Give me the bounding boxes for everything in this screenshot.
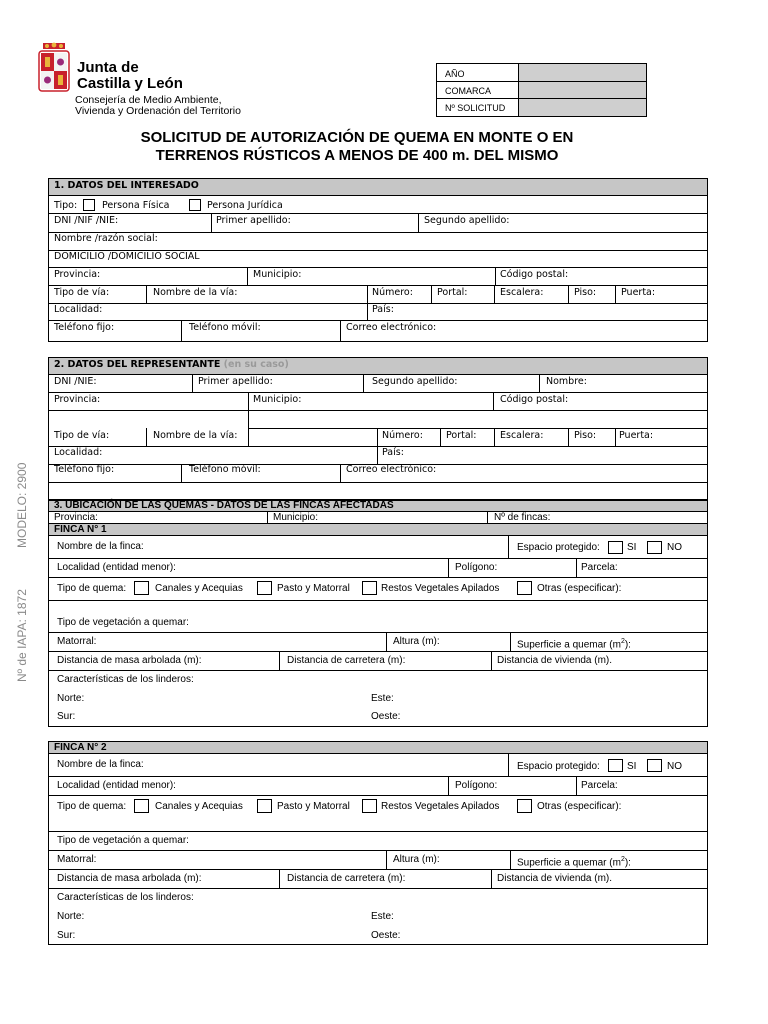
s2-nombre-label: Nombre: bbox=[546, 376, 587, 387]
s1-tipo-via-label: Tipo de vía: bbox=[54, 287, 110, 298]
logo bbox=[37, 42, 267, 122]
f2-parcela-label: Parcela: bbox=[581, 780, 618, 791]
s1-apellido2-label: Segundo apellido: bbox=[424, 215, 510, 226]
f2-este-label: Este: bbox=[371, 911, 394, 922]
s1-persona-juridica-label: Persona Jurídica bbox=[207, 200, 283, 211]
f2-canales-label: Canales y Acequias bbox=[155, 801, 243, 812]
f1-matorral-label: Matorral: bbox=[57, 636, 97, 647]
f2-nombre-label: Nombre de la finca: bbox=[57, 759, 144, 770]
s1-provincia-label: Provincia: bbox=[54, 269, 101, 280]
s1-domicilio-label: DOMICILIO /DOMICILIO SOCIAL bbox=[54, 251, 200, 262]
s2-tipo-via-label: Tipo de vía: bbox=[54, 430, 110, 441]
s2-apellido2-label: Segundo apellido: bbox=[372, 376, 458, 387]
s1-persona-fisica-checkbox[interactable] bbox=[83, 199, 95, 211]
f1-si-label: SI bbox=[627, 542, 637, 553]
f1-protegido-si-checkbox[interactable] bbox=[608, 541, 623, 554]
s1-piso-label: Piso: bbox=[574, 287, 597, 298]
coat-of-arms-icon bbox=[37, 42, 71, 94]
s1-pais-label: País: bbox=[372, 304, 394, 315]
f2-protegido-si-checkbox[interactable] bbox=[608, 759, 623, 772]
f2-restos-label: Restos Vegetales Apilados bbox=[381, 801, 500, 812]
s3-provincia-label: Provincia: bbox=[54, 512, 98, 523]
f2-vegetacion-label: Tipo de vegetación a quemar: bbox=[57, 835, 189, 846]
f1-dist-carretera-label: Distancia de carretera (m): bbox=[287, 655, 406, 666]
f1-no-label: NO bbox=[667, 542, 682, 553]
page-title bbox=[0, 129, 714, 165]
s1-tel-fijo-label: Teléfono fijo: bbox=[54, 322, 115, 333]
s1-nombre-label: Nombre /razón social: bbox=[54, 233, 158, 244]
s1-cp-label: Código postal: bbox=[500, 269, 569, 280]
title-line2: TERRENOS RÚSTICOS A MENOS DE 400 m. DEL MISMO bbox=[155, 147, 559, 164]
f1-linderos-label: Características de los linderos: bbox=[57, 674, 194, 685]
f2-oeste-label: Oeste: bbox=[371, 930, 401, 941]
s2-nombre-via-label: Nombre de la vía: bbox=[153, 430, 238, 441]
s1-escalera-label: Escalera: bbox=[500, 287, 544, 298]
s2-correo-label: Correo electrónico: bbox=[346, 464, 437, 475]
f2-protegido-no-checkbox[interactable] bbox=[647, 759, 662, 772]
s2-pais-label: País: bbox=[382, 447, 404, 458]
s3-num-fincas-label: Nº de fincas: bbox=[494, 512, 551, 523]
s1-municipio-label: Municipio: bbox=[253, 269, 302, 280]
section1-header bbox=[48, 178, 708, 196]
f2-localidad-label: Localidad (entidad menor): bbox=[57, 780, 176, 791]
finca1-title: FINCA N bbox=[54, 524, 95, 535]
s1-nombre-via-label: Nombre de la vía: bbox=[153, 287, 238, 298]
f1-nombre-label: Nombre de la finca: bbox=[57, 541, 144, 552]
f2-sur-label: Sur: bbox=[57, 930, 76, 941]
s1-localidad-label: Localidad: bbox=[54, 304, 103, 315]
logo-dept-line1: Consejería de Medio Ambiente, bbox=[75, 94, 222, 106]
section2-header bbox=[48, 357, 708, 375]
s1-dni-label: DNI /NIF /NIE: bbox=[54, 215, 119, 226]
s3-municipio-label: Municipio: bbox=[273, 512, 319, 523]
f1-parcela-label: Parcela: bbox=[581, 562, 618, 573]
f1-protegido-label: Espacio protegido: bbox=[517, 542, 600, 553]
f1-restos-checkbox[interactable] bbox=[362, 581, 377, 595]
logo-name-line1: Junta de bbox=[77, 59, 139, 76]
f2-protegido-label: Espacio protegido: bbox=[517, 761, 600, 772]
f1-localidad-label: Localidad (entidad menor): bbox=[57, 562, 176, 573]
finca1-number: ° 1 bbox=[94, 524, 107, 535]
s2-tel-movil-label: Teléfono móvil: bbox=[189, 464, 261, 475]
f1-altura-label: Altura (m): bbox=[393, 636, 440, 647]
f1-este-label: Este: bbox=[371, 693, 394, 704]
logo-dept-line2: Vivienda y Ordenación del Territorio bbox=[75, 105, 241, 117]
f1-tipo-quema-label: Tipo de quema: bbox=[57, 583, 127, 594]
f2-dist-carretera-label: Distancia de carretera (m): bbox=[287, 873, 406, 884]
f1-restos-label: Restos Vegetales Apilados bbox=[381, 583, 500, 594]
f1-oeste-label: Oeste: bbox=[371, 711, 401, 722]
ref-comarca-label: COMARCA bbox=[445, 86, 492, 96]
s1-numero-label: Número: bbox=[372, 287, 413, 298]
s2-numero-label: Número: bbox=[382, 430, 423, 441]
s1-tipo-label: Tipo: bbox=[54, 200, 78, 211]
s2-cp-label: Código postal: bbox=[500, 394, 569, 405]
section2-box bbox=[48, 374, 708, 500]
f1-pasto-checkbox[interactable] bbox=[257, 581, 272, 595]
f2-altura-label: Altura (m): bbox=[393, 854, 440, 865]
s1-correo-label: Correo electrónico: bbox=[346, 322, 437, 333]
f1-protegido-no-checkbox[interactable] bbox=[647, 541, 662, 554]
f2-pasto-label: Pasto y Matorral bbox=[277, 801, 350, 812]
f1-dist-masa-label: Distancia de masa arbolada (m): bbox=[57, 655, 202, 666]
s2-apellido1-label: Primer apellido: bbox=[198, 376, 273, 387]
f2-no-label: NO bbox=[667, 761, 682, 772]
f1-poligono-label: Polígono: bbox=[455, 562, 498, 573]
s1-tel-movil-label: Teléfono móvil: bbox=[189, 322, 261, 333]
s2-portal-label: Portal: bbox=[446, 430, 477, 441]
f1-canales-checkbox[interactable] bbox=[134, 581, 149, 595]
f2-otras-checkbox[interactable] bbox=[517, 799, 532, 813]
reference-box bbox=[436, 63, 647, 117]
f2-dist-masa-label: Distancia de masa arbolada (m): bbox=[57, 873, 202, 884]
f1-otras-checkbox[interactable] bbox=[517, 581, 532, 595]
f2-norte-label: Norte: bbox=[57, 911, 85, 922]
f1-norte-label: Norte: bbox=[57, 693, 85, 704]
logo-name-line2: Castilla y León bbox=[77, 75, 183, 92]
s2-escalera-label: Escalera: bbox=[500, 430, 544, 441]
model-number: MODELO: 2900 bbox=[15, 462, 29, 548]
s1-puerta-label: Puerta: bbox=[621, 287, 656, 298]
finca2-number: ° 2 bbox=[94, 742, 107, 753]
f1-superficie-label: Superficie a quemar $(m^2)$: bbox=[517, 638, 631, 651]
s1-portal-label: Portal: bbox=[437, 287, 468, 298]
s1-persona-juridica-checkbox[interactable] bbox=[189, 199, 201, 211]
f2-linderos-label: Características de los linderos: bbox=[57, 892, 194, 903]
s1-persona-fisica-label: Persona Física bbox=[102, 200, 170, 211]
f1-sur-label: Sur: bbox=[57, 711, 76, 722]
s2-municipio-label: Municipio: bbox=[253, 394, 302, 405]
s2-localidad-label: Localidad: bbox=[54, 447, 103, 458]
f1-dist-vivienda-label: Distancia de vivienda (m). bbox=[497, 655, 613, 666]
s1-apellido1-label: Primer apellido: bbox=[216, 215, 291, 226]
finca2-title: FINCA N bbox=[54, 742, 95, 753]
title-line1: SOLICITUD DE AUTORIZACIÓN DE QUEMA EN MONTE O EN bbox=[140, 129, 574, 146]
section3-title: 3. UBICACIÓN DE LAS QUEMAS - DATOS DE LAS FINCAS AFECTADAS bbox=[54, 500, 394, 511]
section1-box bbox=[48, 195, 708, 342]
f2-canales-checkbox[interactable] bbox=[134, 799, 149, 813]
iapa-number: Nº de IAPA: 1872 bbox=[15, 589, 29, 682]
f2-dist-vivienda-label: Distancia de vivienda (m). bbox=[497, 873, 613, 884]
f1-otras-label: Otras (especificar): bbox=[537, 583, 622, 594]
section2-title: 2. DATOS DEL REPRESENTANTE bbox=[54, 359, 221, 370]
s2-provincia-label: Provincia: bbox=[54, 394, 101, 405]
s2-tel-fijo-label: Teléfono fijo: bbox=[54, 464, 115, 475]
f2-tipo-quema-label: Tipo de quema: bbox=[57, 801, 127, 812]
f2-restos-checkbox[interactable] bbox=[362, 799, 377, 813]
f1-canales-label: Canales y Acequias bbox=[155, 583, 243, 594]
section2-note: (en su caso) bbox=[223, 359, 289, 370]
f2-si-label: SI bbox=[627, 761, 637, 772]
f1-pasto-label: Pasto y Matorral bbox=[277, 583, 350, 594]
f2-pasto-checkbox[interactable] bbox=[257, 799, 272, 813]
s2-piso-label: Piso: bbox=[574, 430, 597, 441]
ref-ano-label: AÑO bbox=[445, 69, 465, 79]
f2-otras-label: Otras (especificar): bbox=[537, 801, 622, 812]
f2-matorral-label: Matorral: bbox=[57, 854, 97, 865]
f2-poligono-label: Polígono: bbox=[455, 780, 498, 791]
ref-solicitud-label: Nº SOLICITUD bbox=[445, 103, 506, 113]
section1-title: 1. DATOS DEL INTERESADO bbox=[54, 180, 199, 191]
f2-superficie-label: Superficie a quemar $(m^2)$: bbox=[517, 856, 631, 869]
s2-puerta-label: Puerta: bbox=[619, 430, 654, 441]
f1-vegetacion-label: Tipo de vegetación a quemar: bbox=[57, 617, 189, 628]
s2-dni-label: DNI /NIE: bbox=[54, 376, 97, 387]
